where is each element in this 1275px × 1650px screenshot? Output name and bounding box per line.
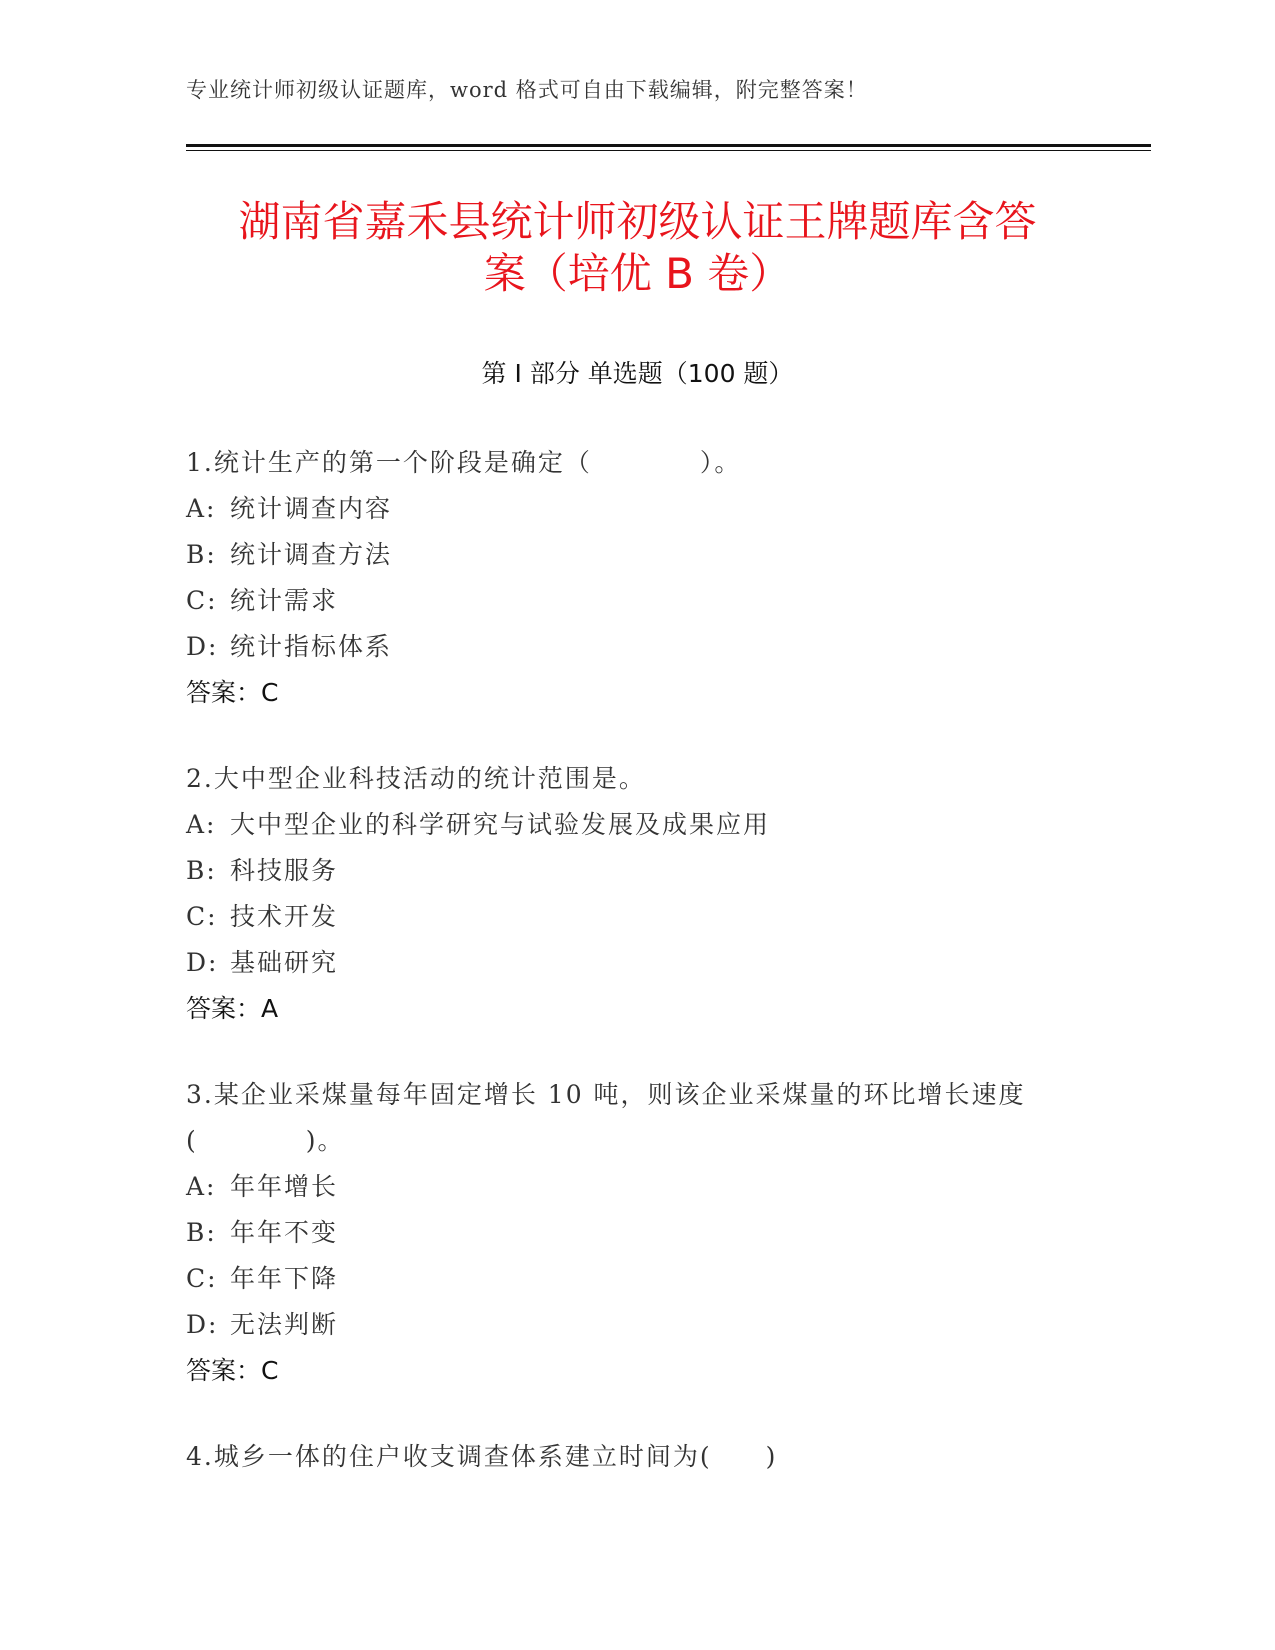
option-key: B: (186, 540, 217, 569)
question-stem: 2.大中型企业科技活动的统计范围是。 (186, 764, 646, 793)
option-key: A: (186, 810, 217, 839)
question-stem: 3.某企业采煤量每年固定增长 10 吨，则该企业采煤量的环比增长速度 (186, 1080, 1026, 1109)
header-rule-thin (186, 150, 1151, 151)
title-line-1: 湖南省嘉禾县统计师初级认证王牌题库含答 (238, 197, 1037, 246)
option-key: D: (186, 632, 219, 661)
option-text: 年年不变 (230, 1218, 339, 1247)
answer-label: 答案： (186, 1356, 262, 1385)
answer-label: 答案： (186, 678, 262, 707)
option-text: 统计调查方法 (230, 540, 393, 569)
question-item (186, 1072, 1086, 1394)
question-item (186, 1434, 1086, 1480)
question-stem: 4.城乡一体的住户收支调查体系建立时间为( ) (186, 1442, 778, 1471)
header-note: 专业统计师初级认证题库，word 格式可自由下载编辑，附完整答案！ (186, 78, 868, 102)
option-key: C: (186, 1264, 218, 1293)
section-heading: 第 I 部分 单选题（100 题） (481, 359, 794, 388)
title-line-2: 案（培优 B 卷） (483, 249, 792, 298)
answer-option (186, 486, 1086, 532)
answer-option (186, 894, 1086, 940)
answer-option (186, 1302, 1086, 1348)
question-stem: 1.统计生产的第一个阶段是确定（ ）。 (186, 448, 742, 477)
option-key: D: (186, 1310, 219, 1339)
answer-option (186, 532, 1086, 578)
answer-value: C (261, 1356, 279, 1385)
answer-option (186, 940, 1086, 986)
option-key: B: (186, 1218, 217, 1247)
option-key: B: (186, 856, 217, 885)
option-text: 年年下降 (230, 1264, 339, 1293)
header-rule-thick (186, 144, 1151, 147)
question-item (186, 440, 1086, 716)
option-key: D: (186, 948, 219, 977)
answer-label: 答案： (186, 994, 262, 1023)
answer-value: A (261, 994, 279, 1023)
option-text: 大中型企业的科学研究与试验发展及成果应用 (230, 810, 771, 839)
answer-option (186, 624, 1086, 670)
answer-line (186, 986, 1086, 1032)
option-text: 技术开发 (230, 902, 339, 931)
answer-option (186, 848, 1086, 894)
option-key: C: (186, 586, 218, 615)
option-text: 无法判断 (230, 1310, 339, 1339)
question-stem: ( )。 (186, 1126, 345, 1155)
option-key: A: (186, 1172, 217, 1201)
option-text: 统计需求 (230, 586, 339, 615)
answer-option (186, 1164, 1086, 1210)
answer-line (186, 670, 1086, 716)
answer-value: C (261, 678, 279, 707)
option-text: 统计调查内容 (230, 494, 393, 523)
option-text: 基础研究 (230, 948, 339, 977)
answer-option (186, 802, 1086, 848)
question-list (186, 440, 1086, 1520)
answer-option (186, 1210, 1086, 1256)
question-item (186, 756, 1086, 1032)
answer-option (186, 578, 1086, 624)
option-key: C: (186, 902, 218, 931)
option-text: 年年增长 (230, 1172, 339, 1201)
document-title (140, 196, 1135, 300)
option-text: 科技服务 (230, 856, 339, 885)
answer-option (186, 1256, 1086, 1302)
option-key: A: (186, 494, 217, 523)
option-text: 统计指标体系 (230, 632, 393, 661)
answer-line (186, 1348, 1086, 1394)
